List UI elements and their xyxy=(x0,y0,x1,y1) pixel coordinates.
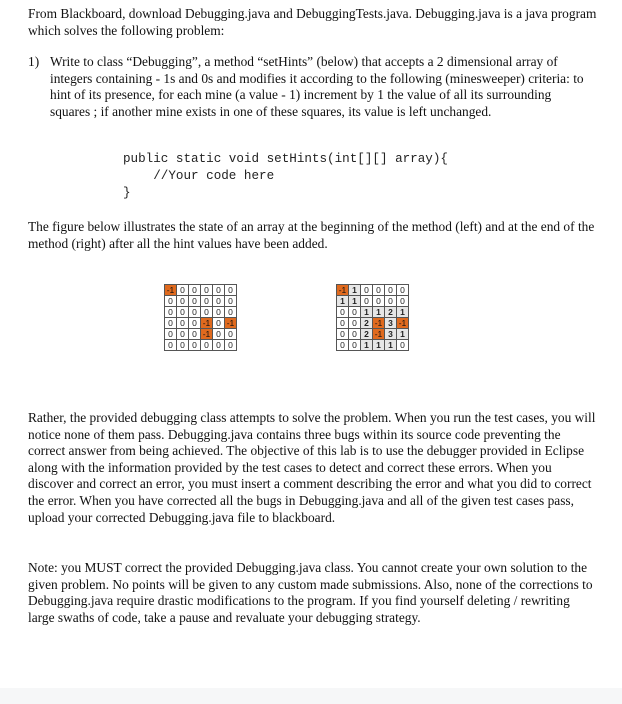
grid-cell: 0 xyxy=(165,329,177,340)
grid-cell: -1 xyxy=(373,329,385,340)
grid-cell: -1 xyxy=(201,329,213,340)
grid-cell: 0 xyxy=(177,329,189,340)
grid-cell: 0 xyxy=(201,307,213,318)
figure-caption: The figure below illustrates the state of an array at the beginning of the method (left) and at the end of the method (right) after all the hint values have been added. xyxy=(28,219,595,251)
grid-cell: -1 xyxy=(225,318,237,329)
intro-paragraph: From Blackboard, download Debugging.java and DebuggingTests.java. Debugging.java is a java program which solves the following problem: xyxy=(28,6,597,38)
grid-cell: 0 xyxy=(349,340,361,351)
grid-cell: 0 xyxy=(177,318,189,329)
grid-before xyxy=(164,284,237,351)
grid-row xyxy=(337,329,409,340)
grid-cell: 0 xyxy=(201,285,213,296)
grid-cell: 3 xyxy=(385,329,397,340)
code-line-2: //Your code here xyxy=(123,169,275,183)
code-line-3: } xyxy=(123,186,131,200)
page-footer-strip xyxy=(0,688,622,704)
grid-cell: -1 xyxy=(165,285,177,296)
grid-cell: 0 xyxy=(201,296,213,307)
grid-cell: 0 xyxy=(177,340,189,351)
grid-cell: 0 xyxy=(213,340,225,351)
grid-cell: 1 xyxy=(361,340,373,351)
grid-cell: 0 xyxy=(189,296,201,307)
grid-cell: 1 xyxy=(385,340,397,351)
grid-cell: 1 xyxy=(337,296,349,307)
grid-cell: 0 xyxy=(385,296,397,307)
rather-paragraph: Rather, the provided debugging class attempts to solve the problem. When you run the test cases, you will notice none of them pass. Debugging.java contains three bugs within its source code preventing the correct answer from being achieved. The objective of this lab is to use the debugger provided in Eclipse along with the information provided by the test cases to detect and correct these errors. When you discover and correct an error, you must insert a comment describing the error and what you did to correct the error. When you have corrected all the bugs in Debugging.java and all of the given test cases pass, upload your corrected Debugging.java file to blackboard. xyxy=(28,410,596,525)
grid-cell: 0 xyxy=(225,329,237,340)
grid-cell: 1 xyxy=(373,307,385,318)
grid-cell: 0 xyxy=(213,285,225,296)
grid-row xyxy=(337,285,409,296)
grid-row xyxy=(165,307,237,318)
grid-cell: 2 xyxy=(361,318,373,329)
grid-cell: 0 xyxy=(201,340,213,351)
grid-cell: -1 xyxy=(337,285,349,296)
grid-cell: 0 xyxy=(213,307,225,318)
grid-cell: 1 xyxy=(373,340,385,351)
grid-cell: 0 xyxy=(189,329,201,340)
grid-row xyxy=(337,307,409,318)
grid-row xyxy=(337,318,409,329)
grid-cell: 0 xyxy=(397,296,409,307)
grid-row xyxy=(337,340,409,351)
grid-cell: 0 xyxy=(337,329,349,340)
grid-cell: -1 xyxy=(201,318,213,329)
grid-cell: 0 xyxy=(361,296,373,307)
grid-cell: 0 xyxy=(213,318,225,329)
note-paragraph: Note: you MUST correct the provided Debugging.java class. You cannot create your own solution to the given problem. No points will be given to any custom made submissions. Also, none of the corrections to Debugging.java require drastic modifications to the program. If you find yourself deleting / rewriting large swaths of code, take a pause and revaluate your debugging strategy. xyxy=(28,560,593,625)
grid-cell: 0 xyxy=(385,285,397,296)
grid-cell: 0 xyxy=(189,285,201,296)
grid-cell: 2 xyxy=(361,329,373,340)
grid-cell: 0 xyxy=(349,307,361,318)
grid-cell: 0 xyxy=(189,318,201,329)
grid-cell: 0 xyxy=(349,318,361,329)
grid-cell: 0 xyxy=(165,307,177,318)
grid-cell: 0 xyxy=(165,296,177,307)
item-number: 1) xyxy=(28,54,40,69)
grid-cell: -1 xyxy=(397,318,409,329)
grid-after xyxy=(336,284,409,351)
grid-cell: 1 xyxy=(397,329,409,340)
grid-row xyxy=(337,296,409,307)
grid-row xyxy=(165,285,237,296)
grid-cell: 1 xyxy=(349,285,361,296)
grid-cell: 0 xyxy=(337,318,349,329)
grid-cell: 0 xyxy=(361,285,373,296)
grid-cell: 0 xyxy=(225,340,237,351)
grid-cell: 1 xyxy=(397,307,409,318)
item-text: Write to class “Debugging”, a method “setHints” (below) that accepts a 2 dimensional array of integers containing - 1s and 0s and modifies it according to the following (minesweeper) criteria: to hint of its presence, for each mine (a value - 1) increment by 1 the value of all its surrounding squares ; if another mine exists in one of these squares, its value is left unchanged. xyxy=(50,54,584,119)
grid-row xyxy=(165,296,237,307)
grid-row xyxy=(165,340,237,351)
grid-cell: 2 xyxy=(385,307,397,318)
grid-cell: 0 xyxy=(349,329,361,340)
grid-cell: 0 xyxy=(225,296,237,307)
grid-cell: 0 xyxy=(373,296,385,307)
code-line-1: public static void setHints(int[][] array){ xyxy=(123,152,448,166)
grid-cell: 0 xyxy=(337,340,349,351)
grid-cell: 0 xyxy=(165,340,177,351)
grid-cell: 1 xyxy=(361,307,373,318)
grid-cell: 0 xyxy=(225,307,237,318)
grid-cell: 0 xyxy=(213,329,225,340)
grid-cell: 0 xyxy=(189,307,201,318)
grid-cell: -1 xyxy=(373,318,385,329)
grid-cell: 0 xyxy=(165,318,177,329)
grid-cell: 0 xyxy=(373,285,385,296)
grid-cell: 0 xyxy=(225,285,237,296)
grid-cell: 0 xyxy=(337,307,349,318)
grid-cell: 1 xyxy=(349,296,361,307)
grid-cell: 0 xyxy=(177,285,189,296)
grid-cell: 0 xyxy=(213,296,225,307)
grid-cell: 3 xyxy=(385,318,397,329)
grid-row xyxy=(165,329,237,340)
grid-cell: 0 xyxy=(189,340,201,351)
grid-cell: 0 xyxy=(177,296,189,307)
grid-cell: 0 xyxy=(397,340,409,351)
grid-row xyxy=(165,318,237,329)
grid-cell: 0 xyxy=(177,307,189,318)
grid-cell: 0 xyxy=(397,285,409,296)
